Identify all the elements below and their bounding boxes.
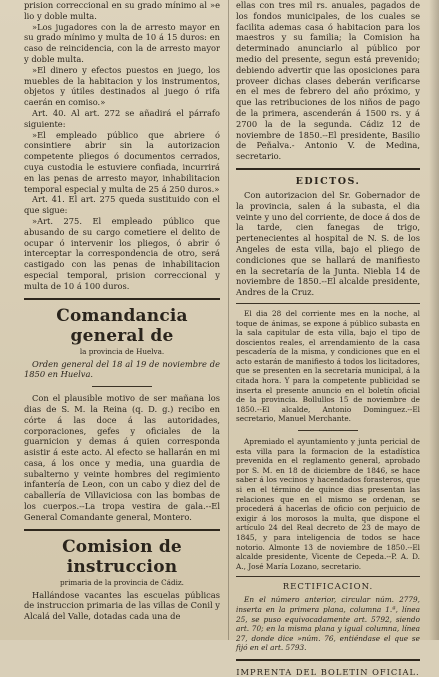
short-rule [92, 386, 152, 387]
heading-edictos: EDICTOS. [295, 175, 361, 187]
paragraph-rectification: En el número anterior, circular núm. 2779, inserta en la primera plana, columna 1.ª, línea 25, se puso equivocadamente art. 5792, siendo art. 70; en la misma plana y igual columna, línea 27, donde dice »núm. 76, entiéndase el que se fijó en el art. 5793. [236, 595, 420, 653]
heading-comandancia: Comandancia general de [56, 305, 188, 346]
paragraph-queen-day: Con el plausible motivo de ser mañana los dias de S. M. la Reina (q. D. g.) recibo en córte á las doce á las autoridades, corporaciones, gefes y oficiales de la guarnicion y demas á quien corresponda asistir á este acto. Al efecto se hallarán en mi casa, á los once y media, una guardia de subalterno y veinte hombres del regimiento infantería de Leon, con un cabo y diez del de caballería de Villaviciosa con las bombas de los cuerpos.--La tropa vestira de gala.--El General Comandante general, Montero. [24, 393, 220, 522]
section-rule [236, 168, 420, 170]
subheading-comision: primaria de la provincia de Cádiz. [60, 577, 184, 587]
paragraph-statistics-notice: Apremiado el ayuntamiento y junta pericial de esta villa para la formacion de la estadística prevenida en el reglamento general, aprobado por S. M. en 18 de diciembre de 1846, se hace saber á los vecinos y hacendados forasteros, que si en el término de quince dias presentan las relaciones que en el mismo se ordenan, se procederá á hacerlas de oficio con perjuicio de exigir á los morosos la multa, que dispone el artículo 24 del Real decreto de 23 de mayo de 1845, y para inteligencia de todos se hace notorio. Almonte 13 de noviembre de 1850.--El alcalde presidente, Vicente de Cepeda.--P. A. D. A., José María Lozano, secretario. [236, 437, 420, 571]
heading-comision: Comision de instruccion [62, 536, 182, 577]
printer-footer: IMPRENTA DEL BOLETIN OFICIAL. [236, 666, 420, 677]
paragraph-school-vacancies: Hallándose vacantes las escuelas públicas de instruccion primaria de las villas de Conil y Alcalá del Valle, dotadas cada una de [24, 589, 220, 622]
paragraph-players: »Los jugadores con la de arresto mayor en su grado mínimo y multa de 10 á 15 duros: en caso de reincidencia, con la de arresto mayor y doble multa. [24, 21, 220, 64]
paragraph-penalty-end: prision correccional en su grado mínimo al »e lio y doble multa. [24, 0, 220, 21]
paragraph-art40: Art. 40. Al art. 272 se añadirá el párrafo siguiente: [24, 107, 220, 129]
paragraph-art275: »Art. 275. El empleado público que abusando de su cargo cometiere el delito de ocupar ó intervenir los pliegos, ó abrir ó interceptar la correspondencia de otro, será castigado con las penas de inhabilitacion especial temporal, prision correccional y multa de 10 á 100 duros. [24, 215, 220, 291]
page-edge-shadow [429, 0, 439, 640]
footer-rule [236, 659, 420, 661]
section-rule [236, 576, 420, 577]
subheading-comandancia: la provincia de Huelva. [79, 346, 165, 356]
section-rule [24, 529, 220, 531]
paragraph-art41: Art. 41. El art. 275 queda sustituido con el que sigue: [24, 194, 220, 216]
paragraph-fish-market-auction: El dia 28 del corriente mes en la noche, al toque de ánimas, se expone á público subasta en la sala capitular de esta villa, bajo el tipo de doscientos reales, el arrendamiento de la casa pescadería de la misma, y condiciones que en el acto estarán de manifiesto á todos los licitadores, que se presenten en la secretaría municipal, á la citada hora. Y para la competente publicidad se inserta el presente anuncio en el boletín oficial de la provincia. Bollullos 15 de noviembre de 1850.--El alcalde, Antonio Dominguez.--El secretario, Manuel Merchante. [236, 308, 420, 424]
column-divider [228, 0, 229, 640]
right-column [236, 0, 420, 677]
short-rule [298, 430, 358, 431]
paragraph-wheat-auction: Con autorizacion del Sr. Gobernador de la provincia, salen á la subasta, el dia veinte y uno del corriente, de doce á dos de la tarde, cien fanegas de trigo, pertenecientes al hospital de N. S. de los Angeles de esta villa, bajo el pliego de condiciones que se hallará de manifiesto en la secretaría de la Junta. Niebla 14 de noviembre de 1850.--El alcalde presidente, Andres de la Cruz. [236, 189, 420, 298]
section-rule [236, 303, 420, 304]
left-column [24, 0, 220, 622]
paragraph-school-continued: ellas con tres mil rs. anuales, pagados de los fondos municipales, de los cuales se facilita ademas casa ó habitacion para los maestros y su familia; la Comision ha determinado anunciarlo al público por medio del presente, segun está prevenido; debiendo advertir que las oposiciones para proveer dichas clases deberán verificarse en el mes de febrero del año próximo, y que las retribuciones de los niños de pago de la primera, ascenderán á 1500 rs. y á 2700 la de la segunda. Cádiz 12 de noviembre de 1850.--El presidente, Basilio de Peñalva.- Antonio V. de Medina, secretario. [236, 0, 420, 162]
section-rule [24, 298, 220, 300]
paragraph-employee-sealed: »El empleado público que abriere ó consintiere abrir sin la autorizacion competente pliegos ó documentos cerrados, cuya custodia le estuviere confiada, incurrirá en las penas de arresto mayor, inhabilitacion temporal especial y multa de 25 á 250 duros.» [24, 129, 220, 194]
heading-rectificacion: RECTIFICACION. [282, 582, 374, 593]
general-order-line: Orden general del 18 al 19 de noviembre de 1850 en Huelva. [24, 358, 220, 380]
paragraph-seizure: »El dinero y efectos puestos en juego, los muebles de la habitacion y los instrumentos, objetos y útiles destinados al juego ó rifa caerán en comiso.» [24, 64, 220, 108]
